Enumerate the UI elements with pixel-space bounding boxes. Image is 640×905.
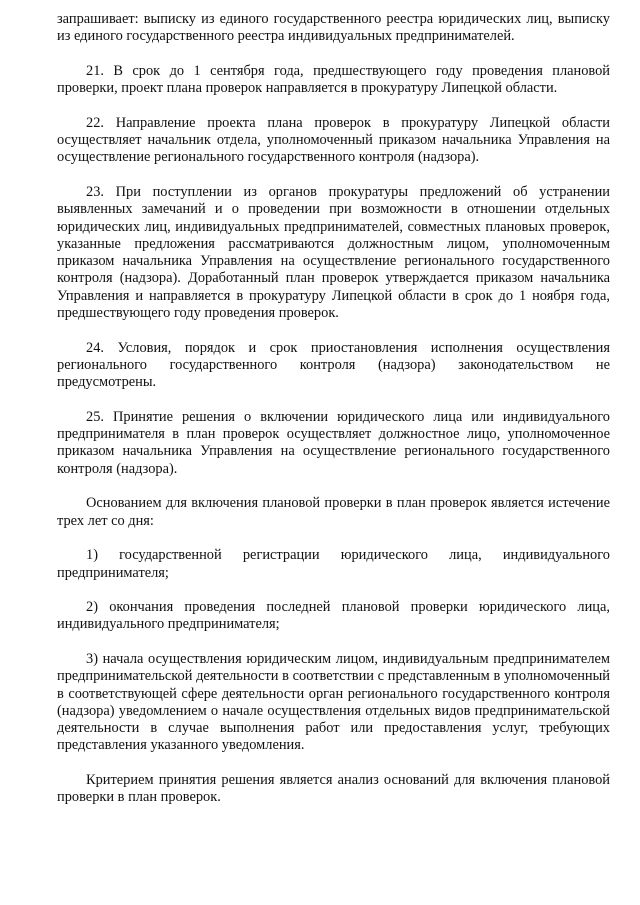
paragraph-grounds: Основанием для включения плановой проверки в план проверок является истечение трех лет со дня: [57, 495, 610, 529]
list-item-2: 2) окончания проведения последней плановой проверки юридического лица, индивидуального предпринимателя; [57, 599, 610, 633]
paragraph-22: 22. Направление проекта плана проверок в прокуратуру Липецкой области осуществляет начальник отдела, уполномоченный приказом начальника Управления на осуществление регионального государственного контроля (надзора). [57, 114, 610, 166]
paragraph-25: 25. Принятие решения о включении юридического лица или индивидуального предпринимателя в план проверок осуществляет должностное лицо, уполномоченное приказом начальника Управления на осуществление регионального государственного контроля (надзора). [57, 408, 610, 477]
paragraph-continuation: запрашивает: выписку из единого государственного реестра юридических лиц, выписку из единого государственного реестра индивидуальных предпринимателей. [57, 11, 610, 45]
paragraph-21: 21. В срок до 1 сентября года, предшествующего году проведения плановой проверки, проект плана проверок направляется в прокуратуру Липецкой области. [57, 62, 610, 97]
paragraph-criterion: Критерием принятия решения является анализ оснований для включения плановой проверки в план проверок. [57, 772, 610, 806]
paragraph-24: 24. Условия, порядок и срок приостановления исполнения осуществления регионального государственного контроля (надзора) законодательством не предусмотрены. [57, 339, 610, 391]
list-item-3: 3) начала осуществления юридическим лицом, индивидуальным предпринимателем предпринимательской деятельности в соответствии с представленным в уполномоченный в соответствующей сфере деятельности орган регионального государственного контроля (надзора) уведомлением о начале осуществления отдельных видов предпринимательской деятельности в случае выполнения работ или предоставления услуг, требующих представления указанного уведомления. [57, 650, 610, 754]
list-item-1: 1) государственной регистрации юридического лица, индивидуального предпринимателя; [57, 547, 610, 581]
document-page [57, 11, 610, 807]
paragraph-23: 23. При поступлении из органов прокуратуры предложений об устранении выявленных замечаний и о проведении при возможности в отношении отдельных юридических лиц, индивидуальных предпринимателей, совместных плановых проверок, указанные предложения рассматриваются должностным лицом, уполномоченным приказом начальника Управления на осуществление регионального государственного контроля (надзора). Доработанный план проверок утверждается приказом начальника Управления и направляется в прокуратуру Липецкой области в срок до 1 ноября года, предшествующего году проведения проверок. [57, 183, 610, 322]
